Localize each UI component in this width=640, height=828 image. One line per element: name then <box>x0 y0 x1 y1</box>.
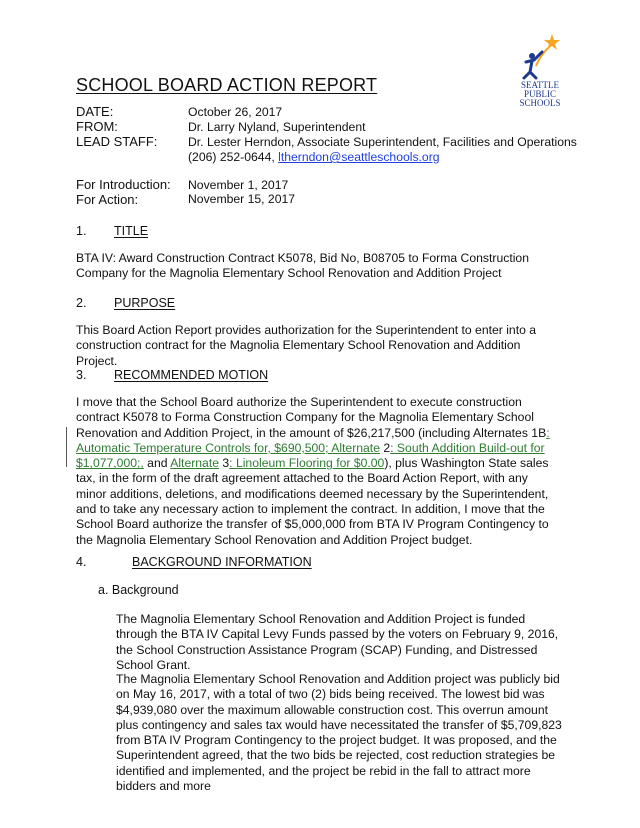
insertion-2: , $690,500; Alternate <box>267 440 380 455</box>
logo-line-2: PUBLIC <box>523 89 557 99</box>
motion-text-4: 3 <box>219 456 230 471</box>
logo-figure-icon <box>508 30 572 114</box>
from-label: FROM: <box>76 119 118 134</box>
motion-text-5: ), plus Washington State sales tax, in the form of the draft agreement attached to the Board Action Report, with any minor additions, deletions, and modifications deemed necessary by the Superintendent, and to take any necessary action to implement the contract. In addition, I move that the School Board authorize the transfer of $5,000,000 from BTA IV Program Contingency to the Magnolia Elementary School Renovation and Addition Project budget. <box>76 456 549 547</box>
insertion-4: Alternate <box>170 456 219 471</box>
section-2-title: PURPOSE <box>114 296 176 310</box>
introduction-label: For Introduction: <box>76 177 171 192</box>
action-label: For Action: <box>76 192 139 207</box>
change-bar <box>66 427 67 467</box>
motion-text-1: I move that the School Board authorize the Superintendent to execute construction contract K5078 to Forma Construction Company for the Magnolia Elementary School Renovation and Addition Project, in the amount of $26,217,500 (including Alternates 1B <box>76 395 547 440</box>
section-3-title: RECOMMENDED MOTION <box>114 368 269 382</box>
insertion-5: : Linoleum Flooring for $0.00 <box>229 456 385 471</box>
insertion-1: : Automatic Temperature Controls for <box>76 425 550 455</box>
section-1-title: TITLE <box>114 224 149 238</box>
subsection-a-heading: a. Background <box>98 583 179 597</box>
background-paragraph-1: The Magnolia Elementary School Renovation and Addition Project is funded through the BTA IV Capital Levy Funds passed by the voters on February 9, 2016, the School Construction Assistance Program (SCAP) Funding, and Distressed School Grant. <box>116 612 559 672</box>
introduction-date: November 1, 2017 <box>188 178 289 192</box>
contact-line <box>188 150 440 164</box>
section-3-motion <box>76 395 552 548</box>
motion-text-3: and <box>143 456 171 471</box>
section-1-body: BTA IV: Award Construction Contract K5078, Bid No, B08705 to Forma Construction Company for the Magnolia Elementary School Renovation and Addition Project <box>76 251 529 281</box>
from-value: Dr. Larry Nyland, Superintendent <box>188 120 366 134</box>
report-title: SCHOOL BOARD ACTION REPORT <box>76 75 378 95</box>
lead-staff-value: Dr. Lester Herndon, Associate Superintendent, Facilities and Operations <box>188 135 577 149</box>
insertion-3: : South Addition Build-out for $1,077,000;, <box>76 440 545 471</box>
logo-line-3: SCHOOLS <box>519 98 561 108</box>
section-2-number: 2. <box>76 296 87 310</box>
section-4-number: 4. <box>76 555 87 569</box>
lead-staff-label: LEAD STAFF: <box>76 134 158 149</box>
phone: (206) 252-0644, <box>188 150 279 164</box>
motion-text-2: 2 <box>379 440 391 455</box>
action-date: November 15, 2017 <box>188 192 296 206</box>
section-4-title: BACKGROUND INFORMATION <box>132 555 312 569</box>
section-1-number: 1. <box>76 224 87 238</box>
seattle-public-schools-logo <box>508 30 572 114</box>
date-value: October 26, 2017 <box>188 105 283 119</box>
section-3-number: 3. <box>76 368 87 382</box>
email-link[interactable]: ltherndon@seattleschools.org <box>278 150 440 164</box>
background-paragraph-2: The Magnolia Elementary School Renovation and Addition project was publicly bid on May 16, 2017, with a total of two (2) bids being received. The lowest bid was $4,939,080 over the maximum allowable construction cost. This overrun amount plus contingency and sales tax would have necessitated the transfer of $5,709,823 from BTA IV Program Contingency to the project budget. It was proposed, and the Superintendent agreed, that the two bids be rejected, cost reduction strategies be identified and implemented, and the project be rebid in the fall to attract more bidders and more <box>116 672 562 794</box>
logo-line-1: SEATTLE <box>521 80 559 90</box>
date-label: DATE: <box>76 104 114 119</box>
section-2-body: This Board Action Report provides authorization for the Superintendent to enter into a construction contract for the Magnolia Elementary School Renovation and Addition Project. <box>76 323 537 368</box>
